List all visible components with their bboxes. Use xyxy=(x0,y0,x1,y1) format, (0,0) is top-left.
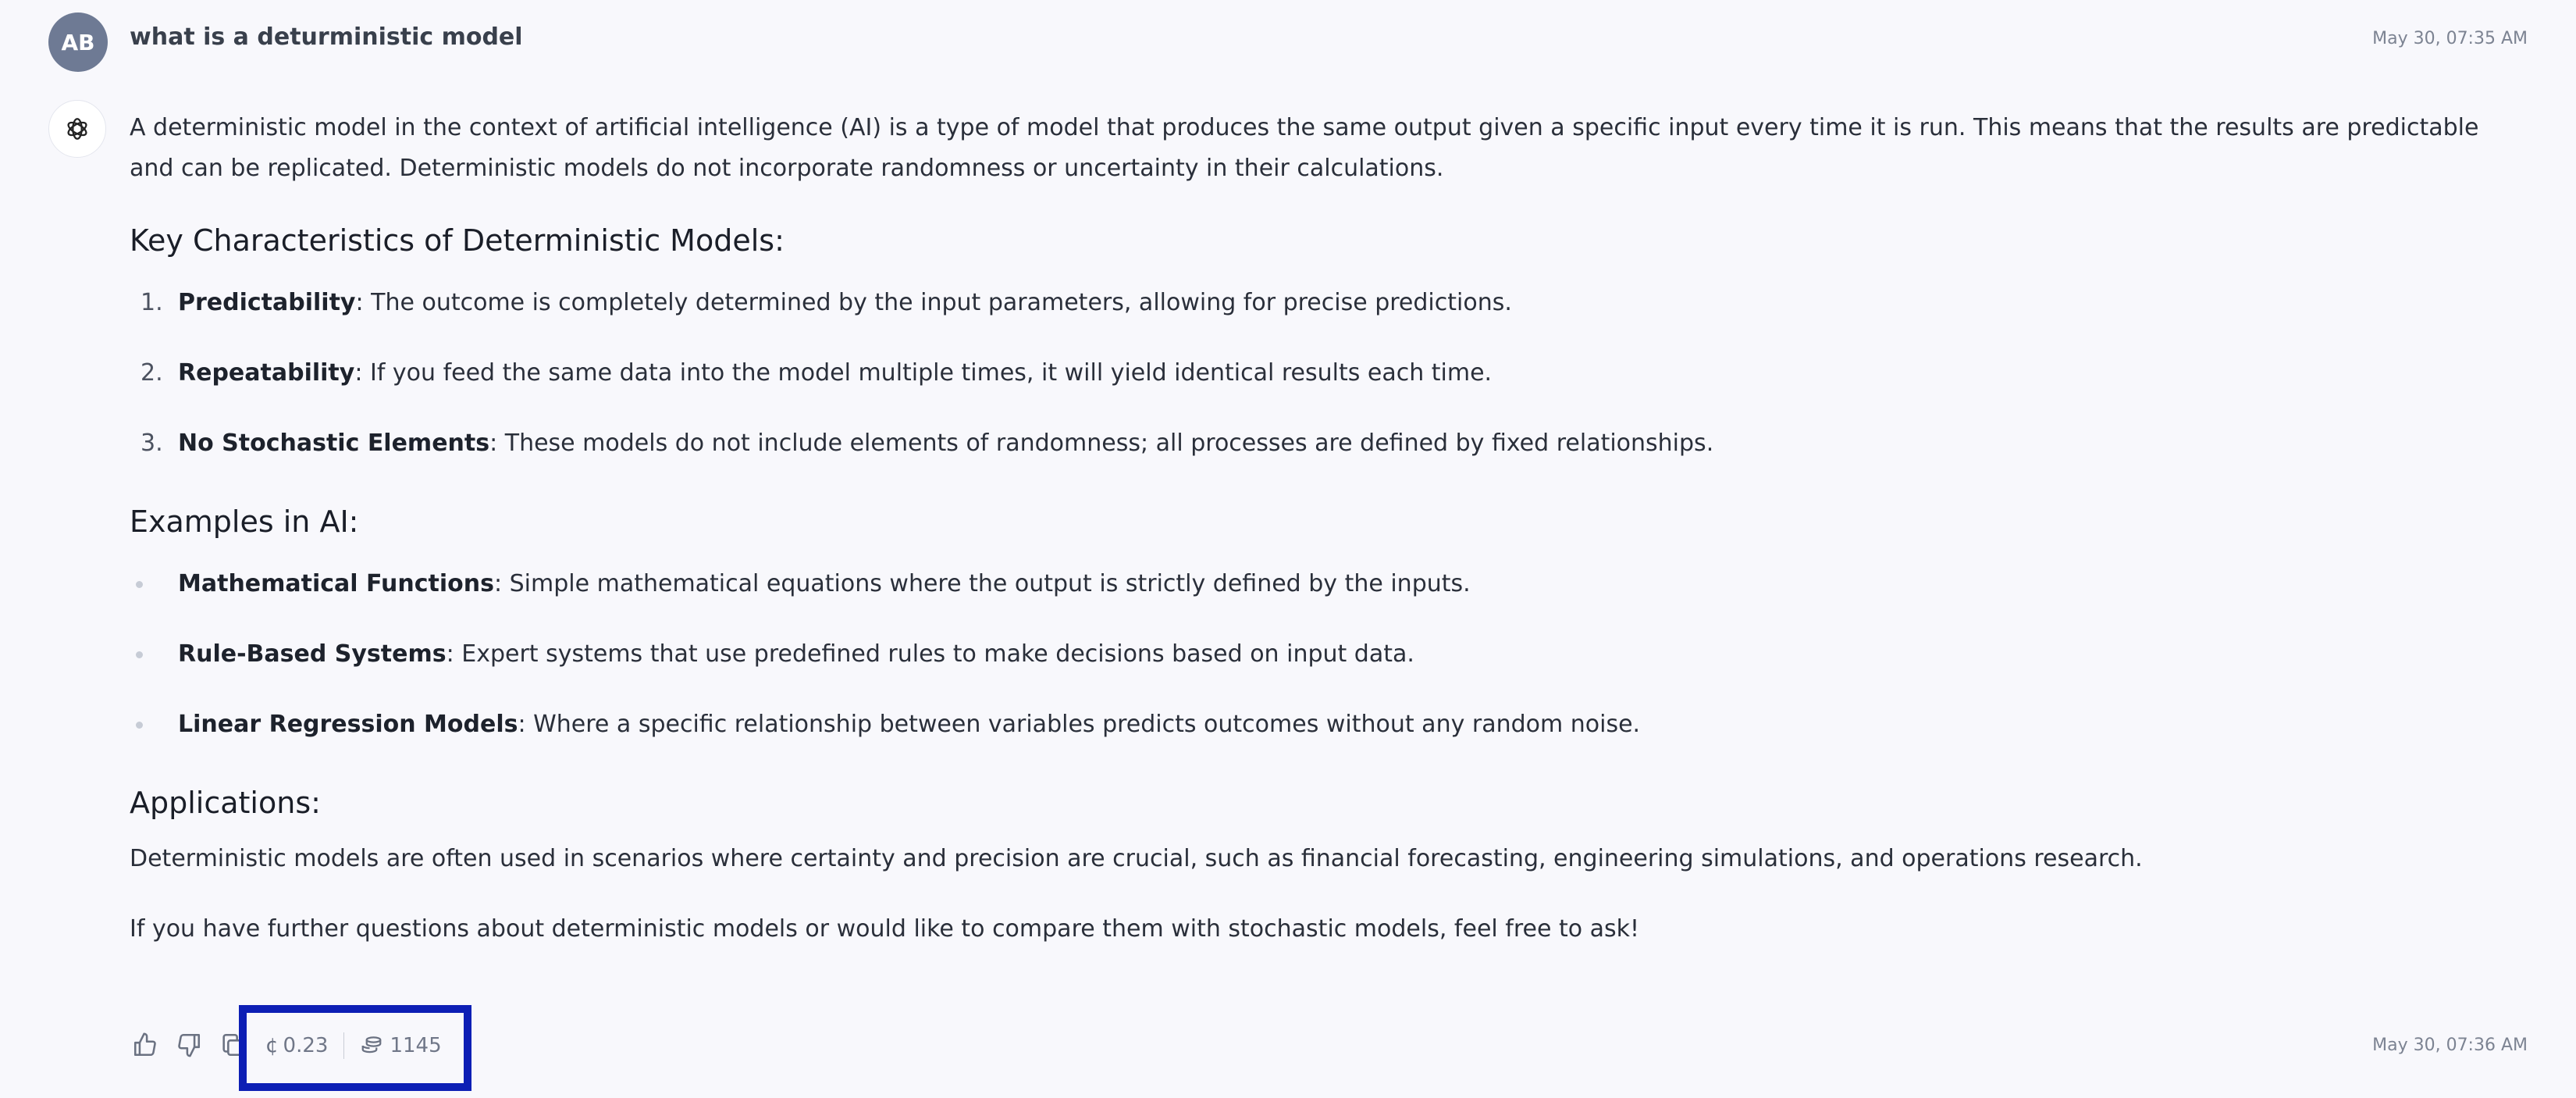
list-item xyxy=(130,423,2526,494)
list-text: : Where a specific relationship between variables predicts outcomes without any random noise. xyxy=(518,711,1641,738)
list-number: 1. xyxy=(141,289,163,316)
user-avatar xyxy=(48,12,108,72)
list-item xyxy=(130,564,2526,634)
assistant-timestamp: May 30, 07:36 AM xyxy=(2372,1036,2528,1055)
cost-value: 0.23 xyxy=(283,1034,329,1057)
user-initials: AB xyxy=(61,29,95,55)
user-message: what is a deturministic model xyxy=(130,23,523,51)
list-text: : If you feed the same data into the model multiple times, it will yield identical results each time. xyxy=(354,359,1493,387)
list-item xyxy=(130,704,2526,775)
bullet-dot xyxy=(136,651,143,658)
list-item xyxy=(130,634,2526,704)
answer-intro: A deterministic model in the context of artificial intelligence (AI) is a type of model that produces the same output given a specific input every time it is run. This means that the results are predictable and can be replicated. Deterministic models do not incorporate randomness or uncertainty in their calculations. xyxy=(130,114,2479,182)
list-text: : The outcome is completely determined by the input parameters, allowing for precise predictions. xyxy=(355,289,1512,316)
heading-key-characteristics: Key Characteristics of Deterministic Models: xyxy=(130,223,785,258)
list-term: Linear Regression Models xyxy=(178,711,518,738)
thumbs-down-icon[interactable] xyxy=(173,1029,205,1061)
list-item xyxy=(130,353,2526,423)
assistant-avatar xyxy=(48,100,106,158)
list-item xyxy=(130,283,2526,353)
cent-icon: ¢ xyxy=(265,1034,279,1057)
list-term: Rule-Based Systems xyxy=(178,640,447,668)
applications-paragraph: Deterministic models are often used in scenarios where certainty and precision are crucial, such as financial forecasting, engineering simulations, and operations research. xyxy=(130,845,2143,872)
list-text: : These models do not include elements of randomness; all processes are defined by fixed relationships. xyxy=(489,430,1714,457)
list-term: Mathematical Functions xyxy=(178,570,494,597)
closing-paragraph: If you have further questions about deterministic models or would like to compare them with stochastic models, feel free to ask! xyxy=(130,915,1640,943)
heading-applications: Applications: xyxy=(130,786,321,820)
bullet-dot xyxy=(136,722,143,729)
examples-list xyxy=(130,564,2526,775)
user-timestamp: May 30, 07:35 AM xyxy=(2372,29,2528,48)
list-number: 2. xyxy=(141,359,163,387)
list-term: No Stochastic Elements xyxy=(178,430,490,457)
bullet-dot xyxy=(136,581,143,588)
list-term: Repeatability xyxy=(178,359,355,387)
heading-examples: Examples in AI: xyxy=(130,504,359,539)
list-text: : Expert systems that use predefined rules to make decisions based on input data. xyxy=(446,640,1414,668)
assistant-message xyxy=(130,108,2526,950)
characteristics-list xyxy=(130,283,2526,494)
list-text: : Simple mathematical equations where the output is strictly defined by the inputs. xyxy=(493,570,1471,597)
list-term: Predictability xyxy=(178,289,356,316)
highlight-box xyxy=(239,1005,471,1091)
list-number: 3. xyxy=(141,430,163,457)
token-count: 1145 xyxy=(390,1034,442,1057)
thumbs-up-icon[interactable] xyxy=(130,1029,161,1061)
openai-logo-icon xyxy=(64,116,91,142)
